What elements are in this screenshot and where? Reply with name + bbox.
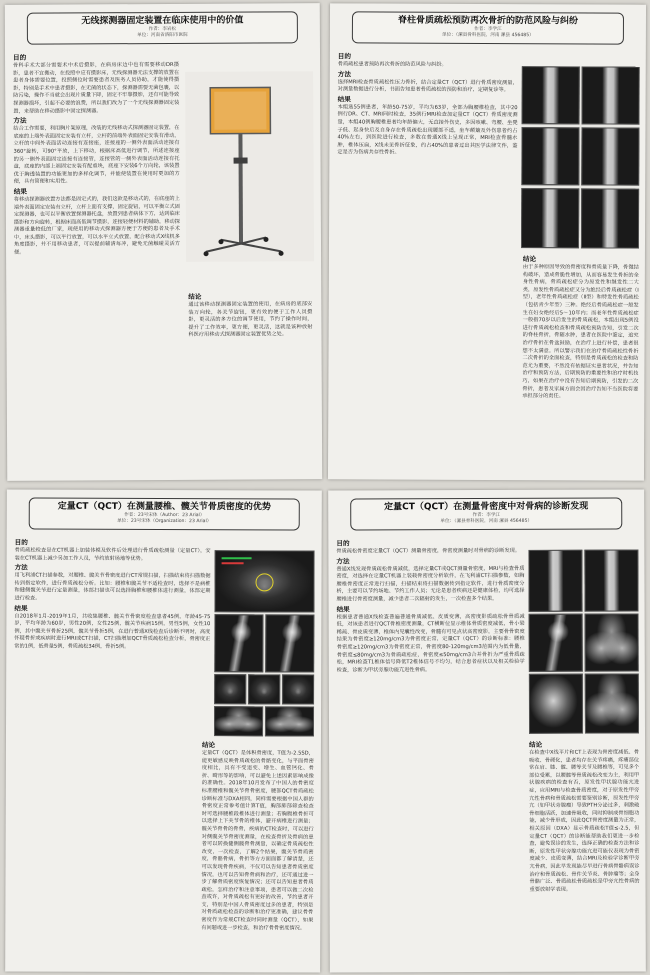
poster-organization: 单位：（漯县骨科医院，河南 漯县 456485）	[442, 32, 534, 39]
poster-left-column	[337, 51, 518, 252]
pelvis-xray-image	[585, 613, 639, 671]
spine-ct-image	[521, 188, 579, 248]
poster-right-column	[188, 291, 313, 392]
poster-left-column	[336, 538, 525, 879]
poster-right-column	[201, 740, 314, 968]
poster-title: 定量CT（QCT）在测量骨密度中对骨病的诊断发现	[384, 501, 589, 513]
poster-organization: 单位：河南省洛阳市医院	[137, 32, 188, 39]
section-text: 自2018年1月-2019年1月，共收集腰椎、髋关节骨密度检查患者45例，年龄45-75岁，平均年龄为60岁，男性20例，女性25例，髋关节疾病15例，男性5例，女性10例，其中髋关节骨折25例，髋关节骨折5例，在进行普通X线检查后诊断不明时，高度怀疑骨折或疾病时进行MRI或CT扫描，CT扫描增加QCT骨质疏松检查分析，骨密度正常的1例，低骨量5例，骨质疏松34例，骨折5例。	[14, 613, 211, 650]
section-text: 将移动探测器放置方法都是固定式的，我们这款是移动式的，在底座的上端外表面固定安装有立杆，立杆上面有支撑，固定旋钮，可以平衡立式固定探测器，也可以平衡放置探测器托盘，放置到患者病体下方，达到临床摄影和方向旋转，根据床面高低调节摄影，连接轻便材料的辅助，移动探测器重量较低的厂家，现使用的移动式探测器方便于方便的患者及手术中，床头摄影，可以平行放置，可以水平立式放置，配合移动式X线机多角度摄影，并不用移动患者，可以提前辅清每冲，避免无菌触碰灵活方便。	[13, 195, 181, 256]
section-text: 选择MRI检查骨质疏松性压力骨折，结合定量CT（QCT）进行骨质密度测量，对测量数据进行分析，书面告知患者骨质疏松的预防和治疗，定期复诊等。	[337, 78, 518, 94]
qct-slice-image	[282, 674, 314, 704]
section-heading: 结果	[337, 95, 351, 104]
qct-image-grid	[214, 550, 315, 736]
poster-author: 作者：李学江	[474, 26, 502, 33]
stand-pole	[238, 134, 243, 244]
base-leg	[241, 243, 281, 251]
section-text: 结合工作需要，利用胸片架原理，改装的无线移动式探测器固定装置，在底座的上端外表面固定安装有立杆，立杆的前端外表面固定安装有滑动，立杆的中间外表面活动连接有连接座，连接座的一侧外表面活动连接有360°旋转，可90°平放，上下移动，根据床高低进行调节，所述连接座的另一侧外表面固定连接有连接管，连接管的一侧外表面活动连接有托盘，底座的内部上端固定安装有配重块，底座下安装6个万向轮，该装置优于胸透装置的功能更加的多样化调节，并能使装置在使用时更加的方便，具有简便和实用性。	[13, 125, 180, 186]
poster-left-column	[14, 537, 211, 778]
qct-axial-image	[214, 550, 314, 612]
spine-xray-image	[581, 127, 639, 185]
section-text: 骨质疏松患者预防再次骨折的防范风险与纠纷。	[337, 61, 447, 68]
section-heading: 目的	[337, 52, 352, 61]
section-heading: 方法	[13, 116, 27, 125]
section-heading: 方法	[337, 69, 351, 78]
section-text: 本组选55例患者，年龄50-75岁，平均为63岁，全部为胸腰椎检查，其中20例行DR、CT、MRI同时检查，35例行MRI检查加定量CT（QCT）骨质密度测量，本组40例胸腰椎患者均年龄偏大，无直接外伤史，多因咳嗽、弯腰、坐凳子低、起身快后及自身存在骨质疏松出现腰部不适，坐车颠簸及外伤患者约占40%左右，到医院进行检查，多数在普通X线上呈现正常，MRI检查骨髓水肿，椎体压扁，X线未见骨折征象，约占40%的患者过出其医学法律文件，鉴定是否为伤病共存性骨折。	[337, 104, 518, 156]
pelvis-ct-image	[214, 706, 263, 736]
poster-spine-osteoporosis	[328, 3, 646, 480]
section-heading: 结果	[336, 605, 350, 614]
qct-slice-image	[214, 674, 246, 704]
section-heading: 目的	[336, 539, 350, 548]
spine-xray-image	[528, 550, 582, 612]
poster-organization: 单位：（漯县骨科医院，河南 漯县 456485）	[440, 518, 533, 525]
poster-header	[29, 498, 300, 531]
section-heading: 目的	[13, 53, 27, 62]
poster-qct-bone-disease	[328, 489, 646, 972]
poster-author: 作者：23号宋体（Author：23 Arial）	[124, 512, 205, 519]
skull-xray-image	[529, 674, 583, 734]
section-heading: 目的	[14, 538, 28, 547]
section-heading: 结论	[201, 741, 216, 750]
base-leg	[221, 240, 241, 244]
base-leg	[206, 244, 241, 252]
section-text: 定量CT（QCT）是体积骨密度，T值为-2.5SD，能更敏感反映骨质疏松的骨骼变化，与平面骨密度相比，具有不受退变、增生、血管钙化、骨折、畸形等的影响，可以避免上述因素影响成像的准确性。2018年10月发布了中国人的骨密度标准腰椎和髋关节骨骨密度，腰部QCT骨质疏松诊断标准与DXA相同，同样需要根据中国人群的骨密度正常参考值计算T值，胸部肺部筛查检查时可选择腰椎段椎体进行测量；若胸腹椎骨折可以选择上下关节骨的椎体，避开病椎进行测量；髋关节骨骨的骨骨，疾病的CT检查时，可以进行对侧髋关节骨密度测量，在检查骨折及骨病的患者可以转换健侧髋骨骨测量，以确定骨质疏松性改变，一次检查，了解2个结果，髋关节骨质密度，骨骼骨病，骨折等方方面面都了解清楚，还可以发现骨骨疾病，不仅可以告知患者骨质密度情况，也可以告知骨骨病和治疗，还可通过进一步了解骨质密度恢复情况；还可以告知患者骨质疏松，怎样治疗和注意事项，患者可以做二次检查或许，对骨质疏松有更好的改善，节约患者开支，特别是中国人骨质密度过多的患者，特别是对骨质疏松检查的诊断和治疗更准确，建议骨骨密度作为常规CT检查时同时测量（QCT），如果有问题或进一步检查，和治疗骨骨密度情况。	[201, 750, 314, 932]
section-heading: 结论	[522, 255, 537, 264]
qct-slice-image	[248, 674, 280, 704]
poster-right-column	[529, 739, 640, 967]
detector-stand-photo	[185, 71, 314, 262]
section-text: 根据患者普通X线检查普遍普通骨质减低、皮质变薄，高密度影质疏松骨骨质减低，对该患者进行QCT骨椎密度测量，CT横断位显示椎体骨质密度减低，骨小梁稀疏、骨皮质变薄，椎体内见囊性改变，骨髓有可见点状高密度影，主要骨骨密度结果为骨密度≥120mg/cm3为骨密度正常，定量CT（QCT）的诊断标准：腰椎骨密度≥120mg/cm3为骨密度正常，骨密度80-120mg/cm3范围内为低骨量，骨密度≤80mg/cm3为骨质疏松症，骨密度≤50mg/cm3合并骨折为严重骨质疏松，MRI检查T1椎体信号降低T2椎体信号不均匀，结合患者症状以及相关检验学检查，诊断为甲状旁腺功能亢进性骨病。	[336, 613, 525, 674]
roi-marker	[222, 562, 244, 564]
spine-xray-image	[521, 127, 579, 185]
pelvis-ct-image	[265, 706, 314, 736]
poster-right-column	[522, 254, 639, 477]
section-text: 用飞利浦CT扫描参数，对腰椎、髋关节骨密度进行CT常规扫描，扫描结束将扫描数据传到指定软件，进行骨质疏松分析。比如：腰椎和髋关节不适检查时，选择不是病椎和健侧髋关节进行定量测量，体部扫描也可以选择胸椎和腰椎体进行测量，体部定期进行检查。	[14, 572, 211, 602]
section-text: 骨科手术大部分需要术中术后摄影，在病房床边中也有需要移动DR摄影，患者不宜搬动，在投照中应有摄影床，无线探测器无法支撑的放置在患者身体需要位置，投照侧位时需要患者及医务人员协助，才能使得摄影，特别是手术中患者摄影，在无菌的状态下，探测器需要无菌包裹，以防污染，操作不当就会出现片质量下降，固定不牢靠摄影，还有可能导致探测器损坏，引起不必要的浪费，所以我们改为了一个无线探测器固定装置，来帮助在移动摄影中固定探测器。	[13, 61, 180, 115]
detector-stand-illustration	[185, 71, 314, 262]
base-leg	[241, 237, 266, 243]
poster-detector-fixation	[5, 3, 322, 481]
section-heading: 方法	[14, 563, 28, 572]
section-text: 骨质疏松骨密度定量CT（QCT）测量骨密度，骨密度测量时对骨病的诊断发现。	[336, 547, 521, 555]
section-text: 在检查中X线平片和CT上表现为骨密度减低、骨吸收、骨硬化，患者均存在关节疼痛，疼痛部位常在肩、膝、髋、腰等关节及腰椎等，可见多个部位受累，以腰髋等骨质疏松改变为主，利用甲状腺疾病的检查有否，原发性甲状腺功能亢进症，应用MRI与检查骨质密度，对于原发性甲旁亢性骨病和骨质疏松需要鉴别诊断，原发性甲旁亢（如甲状旁腺瘤）导致PTH分泌过多，刺激破骨细胞活跃，加速骨吸收，同时抑制成骨细胞功能，减少骨形成，因此QCT骨密度测量为正常，相关原因（DXA）显示骨质疏松T值≤-2.5，但定量CT（QCT）的诊断能帮助我们更进一步检查，避免误诊的发生，选择正确的检查方法和诊断，原发性甲状旁腺功能亢进可能仅表现为骨密度减少、皮质变薄，结合MRI及检验学诊断甲旁亢骨病，因此早发现能尽早进行骨病骨骼病误诊治疗和骨质疏松、骨件关节炎、骨肿瘤等；全身骨骼广泛、骨质疏松骨质疏松是甲旁亢性骨病的重要放射学表现。	[529, 749, 640, 893]
roi-ring	[255, 573, 273, 591]
spine-image-grid	[521, 66, 640, 249]
hip-ct-image	[214, 614, 263, 672]
section-heading: 结果	[13, 187, 27, 196]
caster-wheel	[204, 251, 209, 256]
hip-xray-image	[529, 614, 583, 672]
section-text: 骨质疏松检查是在CT机器上加装体模及软件后处理进行骨质疏松测量（定量CT），安装在CT机器上减少另加工作人员，节约放射场地等优势。	[14, 547, 211, 562]
poster-header	[350, 498, 622, 531]
spine-mri-image	[522, 66, 580, 124]
caster-wheel	[279, 251, 284, 256]
section-text: 由于多种原因导致的骨密度和骨质量下降，骨微结构破坏，造成骨脆性增加，从而容易发生骨折的全身性骨病，骨质疏松症分为原发性和继发性二大类，原发性骨质疏松症又分为绝经后骨质疏松症（Ⅰ型），老年性骨质疏松症（Ⅱ型）和特发性骨质疏松（包括青少年型）三种。绝经后骨质疏松症一般发生在妇女绝经后5～10年内；而老年性骨质疏松症一般指70岁以后发生的骨质疏松，本组出现5例没进行骨质疏松检查和骨质疏松预防告知，引发二次的脊柱骨折，骨随水肿，患者在医院中鉴定，追究治疗骨折在骨盆鼓励，在治疗上进行补偿，患者很想不太满意。所以警示我们在治疗骨质疏松性骨折二次骨折的全面检查，特别是骨质疏松的检查和防范尤为重要，不然没有依据证实患者状况，并告知治疗和预防方法，后期预防的重要性和治疗时机技巧，如果在治疗中没有告知后期预防，引发的二次骨折，患者及家属方面会因治疗告知不当医院将要承担部分的责任。	[522, 264, 639, 400]
poster-header	[352, 11, 624, 44]
roi-marker	[222, 557, 252, 559]
poster-title: 脊柱骨质疏松预防再次骨折的防范风险与纠纷	[397, 15, 578, 27]
poster-qct-lumbar-hip	[5, 489, 322, 972]
caster-wheel	[263, 237, 268, 242]
spine-mri-image	[582, 66, 640, 124]
section-text: 通过该移动探测器固定装置的使用，在病房的底部安装万向轮，各关节旋钮，更有效的便于工作人员摄影，更灵活的多方位的调节使用，节约了操作时间，提升了工作效率，更方便，更灵活，这就是该种放射科医疗用移动式探测器固定装置优势之处。	[188, 301, 313, 339]
bone-disease-image-grid	[528, 549, 639, 733]
section-heading: 结果	[14, 604, 28, 613]
detector-panel-face	[214, 91, 266, 129]
poster-title: 定量CT（QCT）在测量腰椎、髋关节骨质密度的优势	[57, 501, 271, 513]
poster-header	[27, 11, 298, 44]
section-heading: 结论	[188, 292, 202, 301]
poster-author: 作者：李学江	[472, 512, 501, 519]
hip-ct-image	[265, 614, 314, 672]
stand-clamp	[234, 158, 248, 164]
poster-title: 无线探测器固定装置在临床使用中的价值	[81, 15, 244, 27]
section-heading: 方法	[336, 557, 350, 566]
section-heading: 结论	[529, 740, 543, 749]
caster-wheel	[218, 239, 223, 244]
poster-left-column	[13, 52, 181, 473]
spine-xray-image	[584, 549, 638, 611]
spine-ct-image	[581, 188, 639, 248]
poster-organization: 单位：23号宋体（Organization：23 Arial）	[117, 518, 212, 525]
pelvis-xray-image	[585, 673, 639, 733]
poster-author: 作者：李岩松	[148, 26, 177, 33]
section-text: 普通X线发现骨质疏松骨质减低，选择定量CT或QCT测量骨密度，MRI与检查骨质密度，对选择在定量CT机器上装载骨密度分析软件，在飞利浦CT扫描参数，如胸腰椎骨密度正常进行扫描，扫描结束将扫描数据传到指定软件，进行骨质密度分析，主要可以节约场地、节约工作人员；无论是患者疾病还是健康体检，均可选择腰椎进行骨密度测量，减少患者二次辐射的发生，一次检查多个结果。	[336, 565, 525, 603]
